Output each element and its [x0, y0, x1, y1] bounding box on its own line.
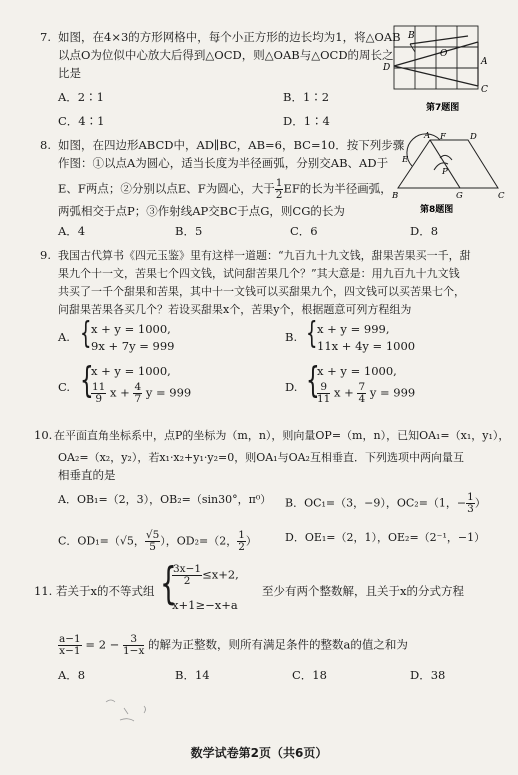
q7-option-c: C．4∶1: [58, 114, 105, 128]
q8-text-line2: 作图：①以点A为圆心，适当长度为半径画弧，分别交AB、AD于: [58, 156, 389, 170]
q9-option-c-brace: {: [80, 360, 94, 401]
q11-ineq1-fraction: [172, 564, 202, 587]
q9-c-f2-num: 4: [134, 381, 142, 393]
q9-c-f2-den: 7: [134, 393, 142, 405]
q9-c-mid: x +: [110, 385, 130, 400]
q9-option-c-eq1: x + y = 1000,: [91, 364, 171, 378]
q9-option-d-eq2: [317, 382, 415, 405]
q7-text-line1: 如图，在4×3的方形网格中，每个小正方形的边长均为1，将△OAB: [58, 30, 401, 44]
q9-option-d-eq1: x + y = 1000,: [317, 364, 397, 378]
q9-option-a-eq1: x + y = 1000,: [91, 322, 171, 336]
q8-label-b: B: [392, 191, 399, 201]
q7-figure-grid: [380, 22, 500, 114]
q9-option-a-label: A.: [58, 330, 70, 344]
q11-option-a: A．8: [58, 668, 86, 682]
q7-figure-caption: 第7题图: [426, 103, 460, 113]
q10-c-f2den: 2: [238, 541, 245, 553]
q9-d-mid: x +: [334, 385, 354, 400]
q9-option-b-eq1: x + y = 999,: [317, 322, 390, 336]
q9-c-f1-den: 9: [95, 393, 103, 405]
q10-b-fraction: [466, 492, 475, 515]
q9-c-f1-num: 11: [92, 381, 106, 393]
q11-eq-fraction1: [58, 634, 82, 657]
q10-c-f1num: √5: [145, 529, 160, 541]
page-footer: 数学试卷第2页（共6页）: [190, 746, 328, 760]
q7-label-b: B: [408, 31, 415, 41]
q9-c-end: y = 999: [145, 385, 192, 400]
q10-c-f1den: 5: [149, 541, 156, 553]
q9-d-end: y = 999: [369, 385, 416, 400]
q11-ineq1-num: 3x−1: [173, 563, 202, 575]
q8-label-f: F: [440, 132, 446, 142]
q9-text-line4: 问甜果苦果各买几个？若设买甜果x个，苦果y个，根据题意可列方程组为: [58, 303, 412, 316]
q11-ineq1: [172, 564, 239, 587]
q8-label-c: C: [498, 191, 505, 201]
q7-label-c: C: [481, 85, 488, 95]
q9-text-line1: 我国古代算书《四元玉鉴》里有这样一道题：“九百九十九文钱，甜果苦果买一千，甜: [58, 249, 471, 262]
q8-text-line3: [58, 178, 392, 201]
q11-option-d: D．38: [410, 668, 446, 682]
q10-b-text: B．OC₁=（3，−9），OC₂=（1，−: [285, 496, 467, 510]
q8-figure-caption: 第8题图: [420, 205, 454, 215]
q11-system-brace: {: [160, 558, 177, 609]
q9-d-fraction2: [357, 382, 366, 405]
q10-option-c: [58, 530, 257, 553]
q11-number: 11.: [34, 584, 53, 598]
q10-b-fden: 3: [467, 503, 474, 515]
q7-text-line2: 以点O为位似中心放大后得到△OCD，则△OAB与△OCD的周长之: [58, 48, 394, 62]
q10-c-end: ）: [245, 534, 257, 548]
q8-label-d: D: [470, 132, 477, 142]
q10-text-line3: 相垂直的是: [58, 468, 116, 482]
q9-d-f1-num: 9: [317, 382, 330, 394]
q7-label-d: D: [383, 63, 391, 73]
q11-eq-d1: x−1: [59, 645, 81, 657]
q9-option-d-label: D.: [285, 380, 298, 394]
q8-number: 8.: [40, 138, 51, 152]
q8-fraction-numerator: 1: [275, 177, 283, 189]
q10-c-mid: ），OD₂=（2，: [160, 534, 238, 548]
q8-option-d: D．8: [410, 224, 439, 238]
q8-fraction-denominator: 2: [275, 189, 283, 201]
q9-text-line3: 共买了一千个甜果和苦果，其中十一文钱可以买甜果九个，四文钱可以买苦果七个，: [58, 285, 465, 298]
q8-label-e: E: [402, 155, 409, 165]
q11-ineq1-den: 2: [183, 575, 191, 587]
q11-equation-line: [58, 634, 408, 657]
q10-c-f2num: 1: [238, 529, 245, 541]
q10-b-end: ）: [474, 496, 486, 510]
q10-option-d: D．OE₁=（2，1），OE₂=（2⁻¹，−1）: [285, 531, 486, 544]
q10-option-b: [285, 492, 486, 515]
q8-label-a: A: [424, 131, 431, 141]
q9-number: 9.: [40, 248, 51, 262]
q9-d-f2-den: 4: [358, 393, 366, 405]
q10-c-fraction2: [237, 530, 246, 553]
q7-label-o: O: [440, 49, 448, 59]
q8-figure-quadrilateral: [390, 130, 510, 216]
q7-label-a: A: [481, 57, 488, 67]
q10-number: 10.: [34, 428, 53, 442]
q11-eq-mid: = 2 −: [85, 637, 120, 652]
q9-option-c-eq2: [91, 382, 191, 405]
q8-line3-start: E、F两点；②分别以点E、F为圆心，大于: [58, 181, 275, 196]
q10-c-fraction1: [145, 530, 160, 553]
q9-d-fraction1: [317, 382, 330, 405]
q11-option-c: C．18: [292, 668, 327, 682]
q11-post-text: 至少有两个整数解，且关于x的分式方程: [262, 584, 464, 598]
q9-text-line2: 果九个十一文，苦果七个四文钱，试问甜苦果几个？”其大意是：用九百九十九文钱: [58, 267, 460, 280]
q9-option-b-eq2: 11x + 4y = 1000: [317, 339, 416, 353]
q10-option-a: A．OB₁=（2，3），OB₂=（sin30°，π⁰）: [58, 493, 272, 506]
pencil-scribble: [100, 690, 160, 730]
q8-text-line4: 两弧相交于点P；③作射线AP交BC于点G，则CG的长为: [58, 204, 345, 218]
q10-b-fnum: 1: [467, 491, 474, 503]
q9-option-a-brace: {: [80, 316, 92, 351]
q7-option-d: D．1∶4: [283, 114, 330, 128]
q8-option-a: A．4: [58, 224, 86, 238]
q8-label-p: P: [442, 167, 448, 177]
q10-c-text: C．OD₁=（√5，: [58, 534, 145, 548]
q7-text-line3: 比是: [58, 66, 81, 80]
q8-line3-end: EF的长为半径画弧，: [283, 181, 392, 196]
q11-eq-fraction2: [123, 634, 144, 657]
q8-label-g: G: [456, 191, 463, 201]
q9-option-b-label: B.: [285, 330, 298, 344]
q8-option-c: C．6: [290, 224, 318, 238]
q11-eq-n2: 3: [123, 634, 144, 646]
q7-number: 7.: [40, 30, 51, 44]
q7-option-b: B．1∶2: [283, 90, 330, 104]
q9-option-d-brace: {: [306, 360, 320, 401]
q9-option-c-label: C.: [58, 380, 71, 394]
q9-c-fraction1: [91, 382, 106, 405]
q11-ineq1-tail: ≤x+2,: [202, 567, 239, 582]
q7-option-a: A．2∶1: [58, 90, 104, 104]
q11-pre-text: 若关于x的不等式组: [56, 584, 155, 598]
q9-c-fraction2: [133, 382, 142, 405]
q10-text-line1: 在平面直角坐标系中，点P的坐标为（m，n），则向量OP=（m，n），已知OA₁=（x₁，y₁），: [54, 429, 510, 442]
q11-eq-tail: 的解为正整数，则所有满足条件的整数a的值之和为: [148, 637, 408, 652]
q11-ineq2: x+1≥−x+a: [172, 598, 238, 612]
q9-d-f2-num: 7: [358, 381, 366, 393]
q10-text-line2: OA₂=（x₂，y₂），若x₁·x₂+y₁·y₂=0，则OA₁与OA₂互相垂直．下列选项中两向量互: [58, 451, 464, 464]
q9-option-a-eq2: 9x + 7y = 999: [91, 339, 175, 353]
q11-eq-n1: a−1: [59, 633, 81, 645]
q11-eq-d2: 1−x: [122, 645, 145, 657]
q8-text-line1: 如图，在四边形ABCD中，AD∥BC，AB=6，BC=10．按下列步骤: [58, 138, 405, 152]
q9-option-b-brace: {: [306, 316, 318, 351]
q9-d-f1-den: 11: [317, 393, 331, 405]
q11-option-b: B．14: [175, 668, 210, 682]
q8-option-b: B．5: [175, 224, 203, 238]
